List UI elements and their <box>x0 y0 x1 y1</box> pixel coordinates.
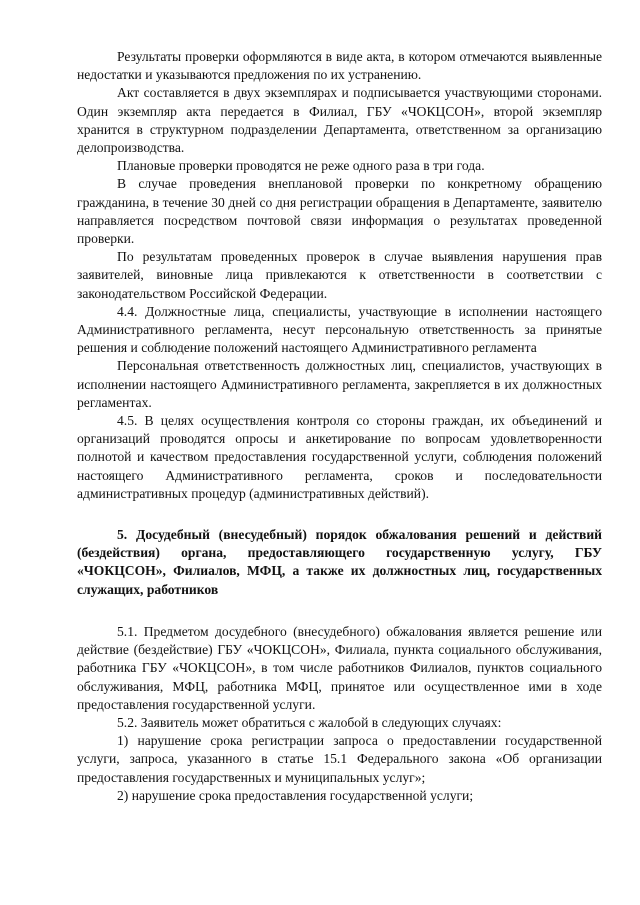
paragraph-check-results: По результатам проведенных проверок в случае выявления нарушения прав заявителей, виновные лица привлекаются к ответственности в соответствии с законодательством Российской Федерации. <box>77 249 602 301</box>
paragraph-act-results: Результаты проверки оформляются в виде акта, в котором отмечаются выявленные недостатки и указываются предложения по их устранению. <box>77 49 602 83</box>
paragraph-5-1: 5.1. Предметом досудебного (внесудебного) обжалования является решение или действие (бездействие) ГБУ «ЧОКЦСОН», Филиала, пункта социального обслуживания, работника ГБУ «ЧОКЦСОН», в том числе работников Филиалов, пунктов социального обслуживания, МФЦ, работника МФЦ, принятое или осуществленное ими в ходе предоставления государственной услуги. <box>77 623 602 712</box>
paragraph-item-1: 1) нарушение срока регистрации запроса о предоставлении государственной услуги, запроса, указанного в статье 15.1 Федерального закона «Об организации предоставления государственных и муниципальных услуг»; <box>77 733 602 785</box>
paragraph-item-2: 2) нарушение срока предоставления государственной услуги; <box>117 787 474 803</box>
paragraph-unscheduled-check: В случае проведения внеплановой проверки по конкретному обращению гражданина, в течение 30 дней со дня регистрации обращения в Департаменте, заявителю направляется посредством почтовой связи информация о результатах проведенной проверки. <box>77 176 602 247</box>
paragraph-4-5: 4.5. В целях осуществления контроля со стороны граждан, их объединений и организаций проводятся опросы и анкетирование по вопросам удовлетворенности полнотой и качеством предоставления государственной услуги, соблюдения положений настоящего Административного регламента, сроков и последовательности административных процедур (административных действий). <box>77 413 602 501</box>
paragraph-4-4: 4.4. Должностные лица, специалисты, участвующие в исполнении настоящего Административного регламента, несут персональную ответственность за принятые решения и соблюдение положений настоящего Административного регламента <box>77 303 602 356</box>
section-heading-5: 5. Досудебный (внесудебный) порядок обжалования решений и действий (бездействия) органа, предоставляющего государственную услугу, ГБУ «ЧОКЦСОН», Филиалов, МФЦ, а также их должностных лиц, государственных служащих, работников <box>77 527 602 597</box>
paragraph-act-copies: Акт составляется в двух экземплярах и подписывается участвующими сторонами. Один экземпляр акта передается в Филиал, ГБУ «ЧОКЦСОН», второй экземпляр хранится в структурном подразделении Департамента, ответственном за организацию делопроизводства. <box>77 85 602 156</box>
paragraph-5-2: 5.2. Заявитель может обратиться с жалобой в следующих случаях: <box>117 714 502 730</box>
paragraph-planned-checks: Плановые проверки проводятся не реже одного раза в три года. <box>117 158 485 174</box>
paragraph-personal-responsibility: Персональная ответственность должностных лиц, специалистов, участвующих в исполнении настоящего Административного регламента, закрепляется в их должностных регламентах. <box>77 358 602 410</box>
